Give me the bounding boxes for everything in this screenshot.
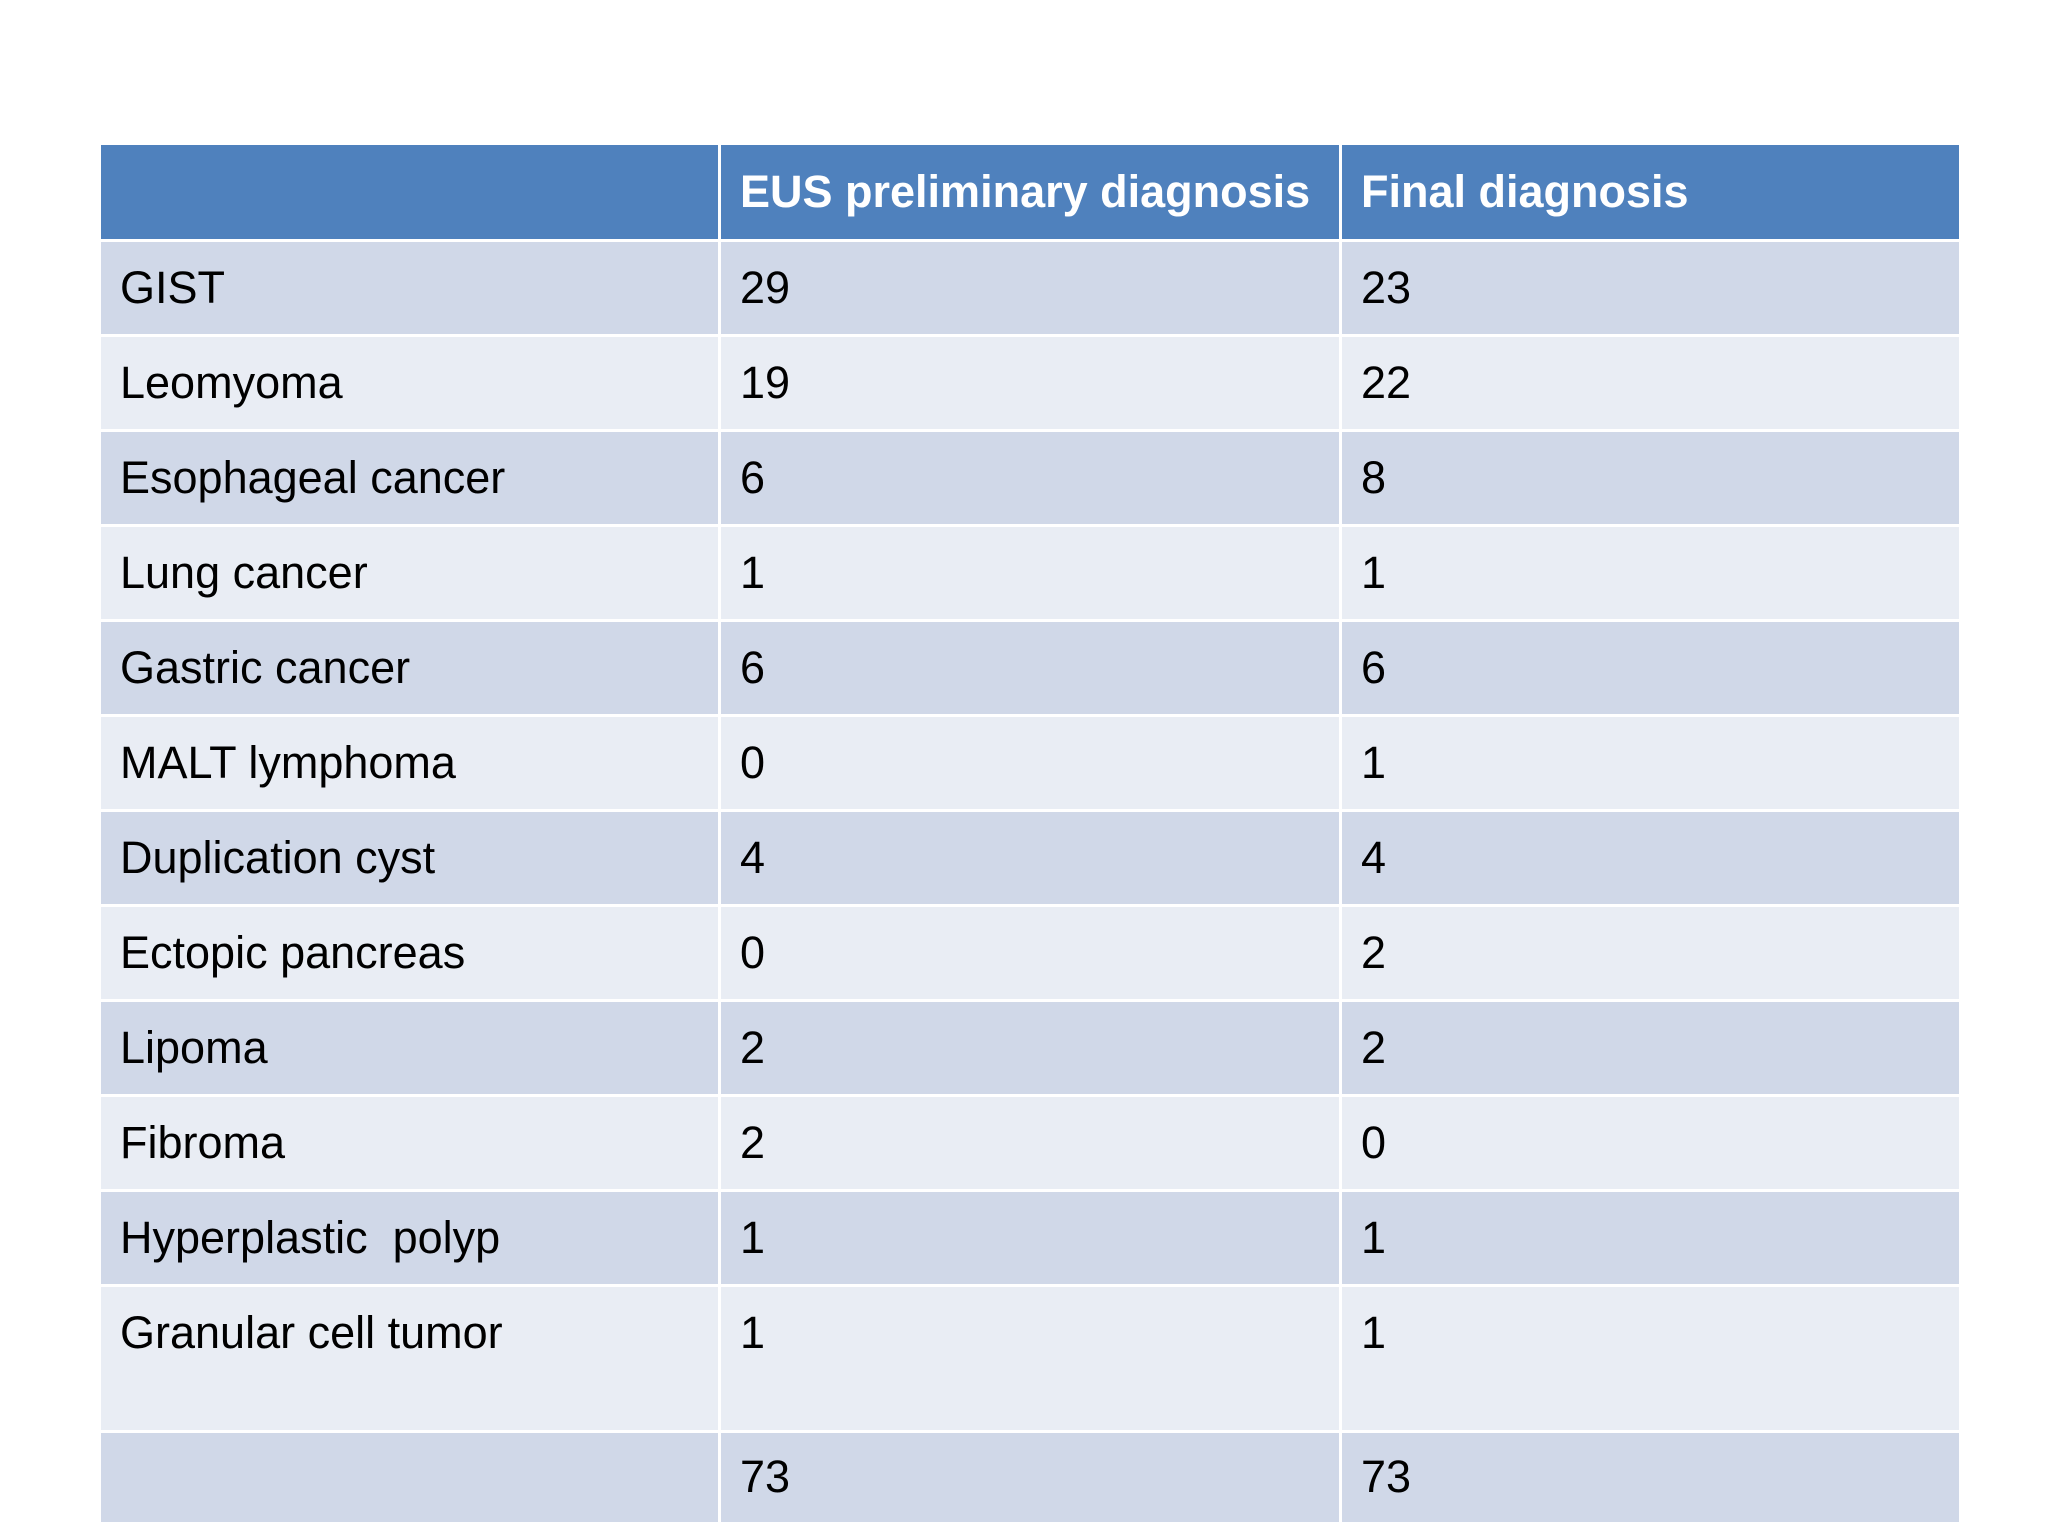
table-row (100, 1190, 1961, 1285)
row-label: Fibroma (100, 1095, 720, 1190)
eus-value: 19 (720, 335, 1341, 430)
eus-value: 0 (720, 715, 1341, 810)
table-row (100, 430, 1961, 525)
row-label: Lung cancer (100, 525, 720, 620)
eus-value: 2 (720, 1095, 1341, 1190)
eus-value: 6 (720, 430, 1341, 525)
final-value: 2 (1341, 905, 1961, 1000)
table-row (100, 715, 1961, 810)
table-row (100, 335, 1961, 430)
eus-value: 1 (720, 525, 1341, 620)
eus-value: 6 (720, 620, 1341, 715)
final-value: 1 (1341, 525, 1961, 620)
final-value: 1 (1341, 1190, 1961, 1285)
eus-value: 1 (720, 1285, 1341, 1431)
table-header-row (100, 145, 1961, 240)
row-label: Duplication cyst (100, 810, 720, 905)
final-value: 4 (1341, 810, 1961, 905)
header-label-cell (100, 145, 720, 240)
row-label: MALT lymphoma (100, 715, 720, 810)
final-value: 0 (1341, 1095, 1961, 1190)
final-value: 22 (1341, 335, 1961, 430)
eus-value: 4 (720, 810, 1341, 905)
row-label: Ectopic pancreas (100, 905, 720, 1000)
eus-value: 0 (720, 905, 1341, 1000)
total-row (100, 1431, 1961, 1523)
table-row (100, 1000, 1961, 1095)
total-label (100, 1431, 720, 1523)
table-row (100, 525, 1961, 620)
table-row (100, 905, 1961, 1000)
table-row (100, 1095, 1961, 1190)
diagnosis-table (98, 145, 1962, 1525)
row-label: Hyperplastic polyp (100, 1190, 720, 1285)
final-value: 23 (1341, 240, 1961, 335)
header-final-diagnosis: Final diagnosis (1341, 145, 1961, 240)
eus-value: 2 (720, 1000, 1341, 1095)
row-label: Lipoma (100, 1000, 720, 1095)
table-row (100, 240, 1961, 335)
row-label: GIST (100, 240, 720, 335)
table-row (100, 810, 1961, 905)
final-value: 2 (1341, 1000, 1961, 1095)
total-eus-value: 73 (720, 1431, 1341, 1523)
total-final-value: 73 (1341, 1431, 1961, 1523)
row-label: Leomyoma (100, 335, 720, 430)
eus-value: 29 (720, 240, 1341, 335)
row-label: Granular cell tumor (100, 1285, 720, 1431)
final-value: 1 (1341, 1285, 1961, 1431)
final-value: 1 (1341, 715, 1961, 810)
table-row (100, 620, 1961, 715)
final-value: 8 (1341, 430, 1961, 525)
eus-value: 1 (720, 1190, 1341, 1285)
header-eus-preliminary: EUS preliminary diagnosis (720, 145, 1341, 240)
row-label: Esophageal cancer (100, 430, 720, 525)
final-value: 6 (1341, 620, 1961, 715)
row-label: Gastric cancer (100, 620, 720, 715)
table-row (100, 1285, 1961, 1431)
